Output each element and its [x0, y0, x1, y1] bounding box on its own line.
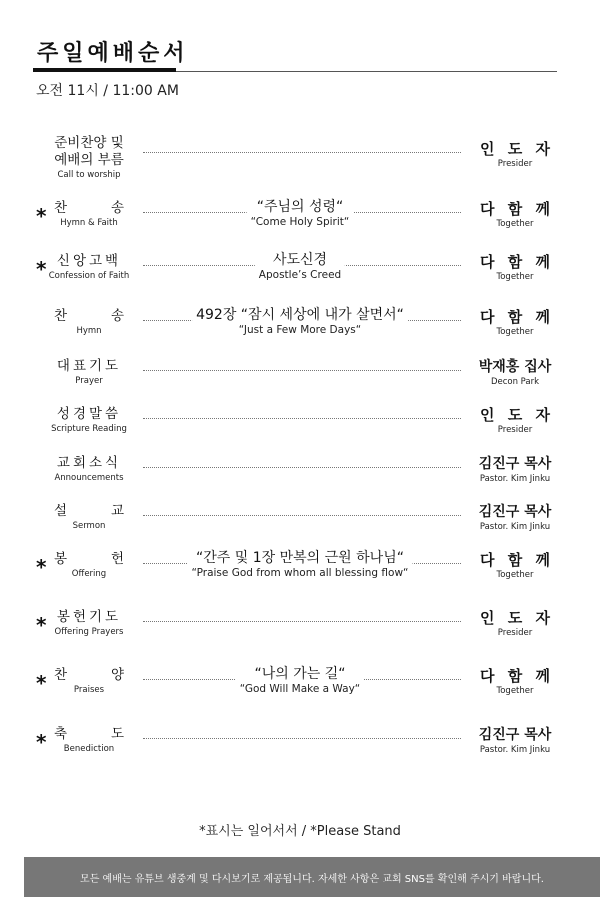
item-leader	[466, 455, 564, 485]
item-leader-en: Together	[496, 570, 534, 580]
item-leader-char: 다	[480, 200, 495, 218]
item-leader	[466, 609, 564, 639]
stand-note: *표시는 일어서서 / *Please Stand	[199, 824, 401, 839]
item-leader-char: 다	[480, 308, 495, 326]
item-leader-ko: 박재홍 집사	[478, 359, 552, 375]
item-label-char: 송	[110, 200, 124, 216]
item-leader-en: Together	[496, 272, 534, 282]
item-leader-ko: 김진구 목사	[478, 727, 552, 743]
item-label-ko	[44, 503, 134, 520]
item-leader	[466, 140, 564, 170]
item-leader-char: 인	[480, 609, 495, 627]
order-item	[0, 551, 600, 611]
item-label-ko: 교회소식	[56, 455, 122, 471]
item-leader-ko	[466, 406, 564, 424]
item-label	[44, 667, 134, 696]
item-leader-en: Presider	[497, 425, 533, 435]
item-label	[44, 726, 134, 755]
item-label-en: Announcements	[54, 473, 124, 483]
item-leader	[466, 551, 564, 581]
item-label	[44, 406, 134, 435]
item-label-en: Call to worship	[57, 170, 121, 180]
order-item	[0, 609, 600, 669]
item-label-char: 봉	[54, 551, 68, 567]
item-leader-char: 께	[535, 667, 550, 685]
item-label-ko	[44, 308, 134, 325]
item-leader-char: 다	[480, 667, 495, 685]
item-leader-char: 도	[507, 609, 523, 627]
title-underline-accent	[33, 68, 176, 72]
item-leader-ko	[466, 551, 564, 569]
order-item	[0, 135, 600, 195]
item-leader	[466, 308, 564, 338]
item-label	[44, 609, 134, 638]
stand-marker: *	[36, 204, 47, 228]
item-label-en: Praises	[73, 685, 105, 695]
item-label-char: 헌	[110, 551, 124, 567]
item-leader-ko	[466, 667, 564, 685]
item-leader-char: 자	[535, 140, 550, 158]
item-title-en: “Just a Few More Days“	[238, 324, 362, 336]
item-label-char: 찬	[54, 200, 68, 216]
item-leader-char: 도	[507, 406, 523, 424]
item-leader-char: 다	[480, 253, 495, 271]
item-label-ko	[44, 200, 134, 217]
item-leader-char: 함	[507, 551, 523, 569]
item-label-char: 송	[110, 308, 124, 324]
item-leader	[466, 253, 564, 283]
item-label-en: Prayer	[75, 376, 103, 386]
item-label-char: 양	[110, 667, 124, 683]
item-leader-char: 께	[535, 308, 550, 326]
dotted-leader	[143, 738, 461, 739]
item-title-ko: 사도신경	[272, 252, 328, 268]
dotted-leader	[143, 370, 461, 371]
item-label-ko	[44, 551, 134, 568]
item-label	[44, 551, 134, 580]
item-label	[44, 135, 134, 181]
item-title-en: Apostle’s Creed	[258, 269, 342, 281]
item-leader	[466, 358, 564, 388]
item-leader-char: 께	[535, 253, 550, 271]
item-leader-char: 다	[480, 551, 495, 569]
item-leader-char: 함	[507, 308, 523, 326]
page-title: 주일예배순서	[37, 41, 189, 66]
item-title	[188, 549, 413, 580]
item-leader	[466, 726, 564, 756]
item-leader	[466, 503, 564, 533]
item-label-char: 도	[110, 726, 124, 742]
item-label-en: Hymn	[76, 326, 102, 336]
item-label-ko: 성경말씀	[56, 406, 122, 422]
item-leader-char: 함	[507, 253, 523, 271]
dotted-leader	[143, 515, 461, 516]
item-leader-ko	[466, 308, 564, 326]
item-title	[236, 665, 364, 696]
item-leader-char: 도	[507, 140, 523, 158]
item-label-char: 찬	[54, 308, 68, 324]
item-leader	[466, 667, 564, 697]
item-leader-char: 함	[507, 200, 523, 218]
item-leader-en: Together	[496, 219, 534, 229]
item-title-ko: “주님의 성령“	[256, 199, 344, 215]
item-label-en: Scripture Reading	[51, 424, 127, 434]
item-title	[255, 251, 345, 282]
item-label-ko: 준비찬양 및	[54, 135, 124, 151]
item-label-en: Hymn & Faith	[60, 218, 118, 228]
item-leader-en: Pastor. Kim Jinku	[479, 745, 551, 755]
item-label-en: Confession of Faith	[48, 271, 130, 281]
dotted-leader	[143, 467, 461, 468]
item-label-ko: 대표기도	[56, 358, 122, 374]
item-title-ko: “간주 및 1장 만복의 근원 하나님“	[196, 550, 404, 566]
item-leader	[466, 406, 564, 436]
item-label-en: Sermon	[72, 521, 106, 531]
item-title-en: “Come Holy Spirit“	[250, 216, 350, 228]
item-label-char: 설	[54, 503, 68, 519]
item-leader	[466, 200, 564, 230]
order-item	[0, 253, 600, 313]
item-title-en: “God Will Make a Way“	[239, 683, 361, 695]
item-leader-char: 인	[480, 406, 495, 424]
item-leader-char: 자	[535, 609, 550, 627]
item-label-ko: 예배의 부름	[54, 152, 124, 168]
item-label-en: Offering Prayers	[54, 627, 124, 637]
order-item	[0, 667, 600, 727]
item-label-ko: 신앙고백	[56, 253, 122, 269]
item-leader-en: Pastor. Kim Jinku	[479, 474, 551, 484]
order-item	[0, 726, 600, 786]
item-label-char: 축	[54, 726, 68, 742]
item-label	[44, 308, 134, 337]
item-leader-ko	[466, 140, 564, 158]
stand-marker: *	[36, 730, 47, 754]
item-leader-en: Pastor. Kim Jinku	[479, 522, 551, 532]
item-label-ko	[44, 726, 134, 743]
item-title	[247, 198, 354, 229]
item-leader-char: 인	[480, 140, 495, 158]
item-title-ko: “나의 가는 길“	[254, 666, 346, 682]
item-leader-en: Decon Park	[490, 377, 540, 387]
item-leader-ko	[466, 200, 564, 218]
stand-marker: *	[36, 671, 47, 695]
item-label	[44, 358, 134, 387]
stand-marker: *	[36, 613, 47, 637]
item-label-en: Offering	[71, 569, 107, 579]
item-label	[44, 200, 134, 229]
item-label	[44, 455, 134, 484]
item-leader-ko: 김진구 목사	[478, 504, 552, 520]
stand-marker: *	[36, 257, 47, 281]
dotted-leader	[143, 621, 461, 622]
item-label-ko: 봉헌기도	[56, 609, 122, 625]
dotted-leader	[143, 418, 461, 419]
item-leader-ko	[466, 253, 564, 271]
footer-banner	[24, 857, 600, 897]
item-label	[44, 503, 134, 532]
item-leader-en: Together	[496, 327, 534, 337]
footer-text: 모든 예배는 유튜브 생중계 및 다시보기로 제공됩니다. 자세한 사항은 교회 SNS를 확인해 주시기 바랍니다.	[80, 873, 544, 885]
item-label-en: Benediction	[63, 744, 115, 754]
stand-marker: *	[36, 555, 47, 579]
item-title-en: “Praise God from whom all blessing flow“	[191, 567, 409, 579]
item-leader-en: Presider	[497, 159, 533, 169]
item-leader-ko	[466, 609, 564, 627]
item-label-char: 찬	[54, 667, 68, 683]
item-title-ko: 492장 “잠시 세상에 내가 살면서“	[196, 307, 404, 323]
item-label-char: 교	[110, 503, 124, 519]
item-leader-ko: 김진구 목사	[478, 456, 552, 472]
item-title	[192, 306, 408, 337]
dotted-leader	[143, 152, 461, 153]
item-leader-char: 께	[535, 200, 550, 218]
service-time: 오전 11시 / 11:00 AM	[36, 83, 179, 99]
item-leader-en: Presider	[497, 628, 533, 638]
item-leader-char: 함	[507, 667, 523, 685]
item-leader-en: Together	[496, 686, 534, 696]
item-leader-char: 자	[535, 406, 550, 424]
item-leader-char: 께	[535, 551, 550, 569]
item-label	[44, 253, 134, 282]
item-label-ko	[44, 667, 134, 684]
